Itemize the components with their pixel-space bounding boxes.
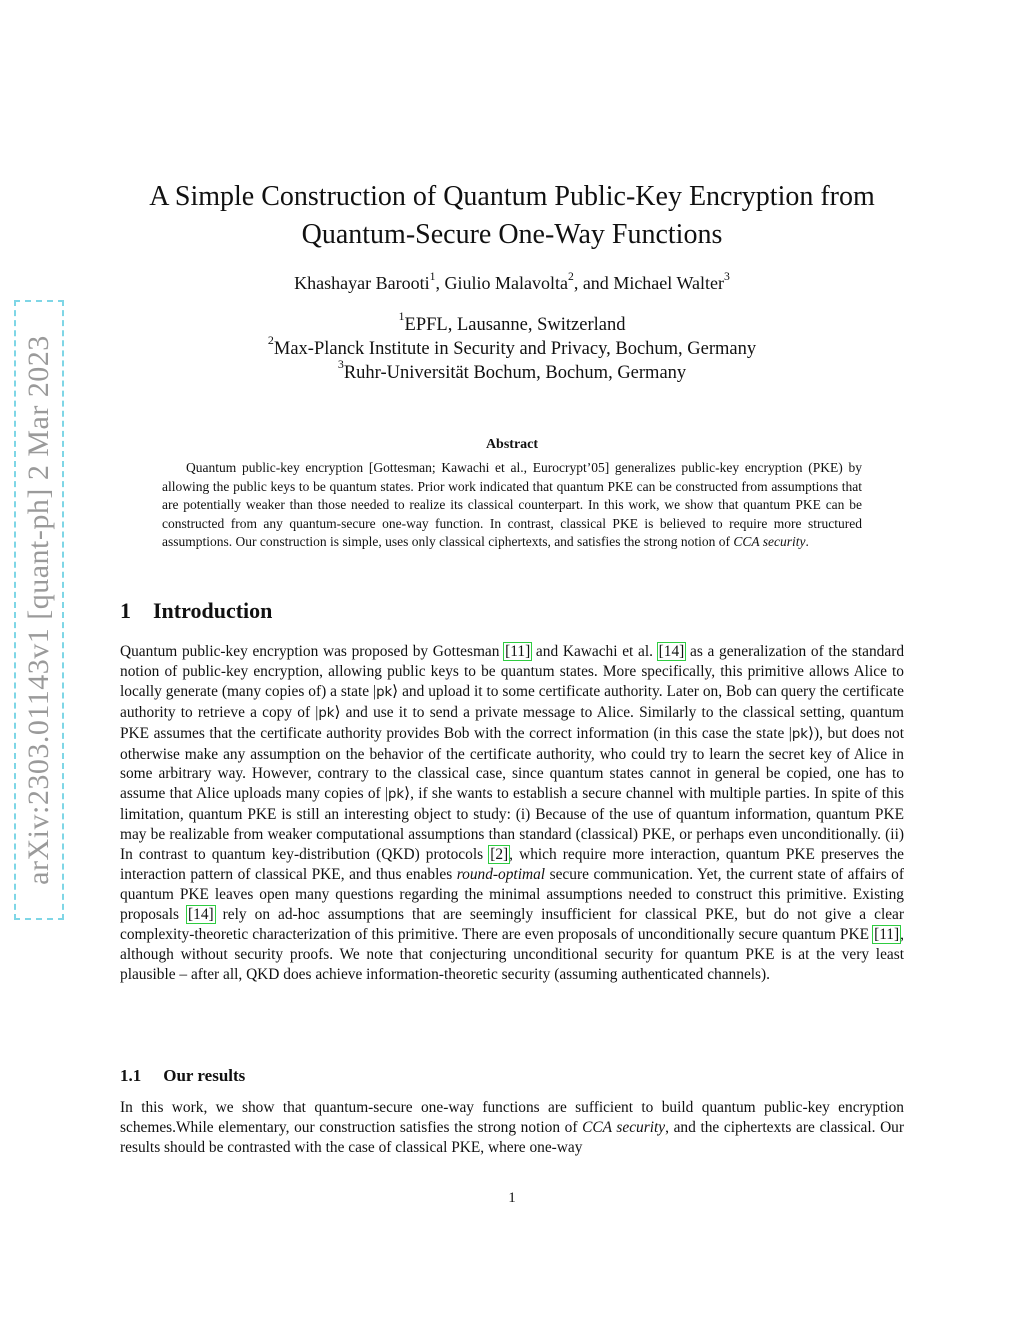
pk-symbol: pk [388, 787, 405, 803]
affiliation-3: $^3$Ruhr-Universität Bochum, Bochum, Germany [337, 357, 687, 383]
author-1-affil: 1 [429, 269, 436, 283]
citation-link[interactable]: [11] [874, 925, 900, 943]
subsection-number: 1.1 [120, 1066, 142, 1085]
affiliation-2: $^2$Max-Planck Institute in Security and Privacy, Bochum, Germany [267, 333, 757, 359]
emphasis: round-optimal [456, 865, 546, 883]
title-line-1: A Simple Construction of Quantum Public-Key Encryption from [149, 181, 875, 212]
author-3: Michael Walter [613, 273, 724, 293]
affiliation-1: $^1$EPFL, Lausanne, Switzerland [398, 309, 626, 335]
citation-link[interactable]: [2] [490, 846, 509, 864]
pk-symbol: pk [318, 705, 335, 721]
author-list [120, 269, 904, 294]
author-2: Giulio Malavolta [444, 273, 568, 293]
section-title: Introduction [153, 598, 273, 623]
title-line-2: Quantum-Secure One-Way Functions [301, 219, 723, 250]
subsection-title: Our results [163, 1066, 246, 1085]
subsection-heading-our-results [120, 1066, 245, 1086]
emphasis: CCA security [733, 534, 806, 549]
author-1: Khashayar Barooti [294, 273, 430, 293]
emphasis: CCA security [582, 1118, 666, 1136]
author-separator: , and [573, 273, 614, 293]
pk-symbol: pk [791, 726, 808, 742]
section-heading-introduction [120, 598, 272, 624]
affiliations [120, 309, 904, 385]
page-number: 1 [508, 1190, 516, 1206]
citation-link[interactable]: [14] [658, 643, 685, 660]
author-3-affil: 3 [723, 269, 730, 283]
author-2-affil: 2 [567, 269, 574, 283]
abstract-text: Quantum public-key encryption [Gottesman; Kawachi et al., Eurocrypt’05] generalizes public-key encryption (PKE) by allowing the public keys to be quantum states. Prior work indicated that quantum PKE can be constructed from assumptions that are potentially weaker than those needed to realize its classical counterpart. In this work, we show that quantum PKE can be constructed from any quantum-secure one-way function. In contrast, classical PKE is believed to require more structured assumptions. Our construction is simple, uses only classical ciphertexts, and satisfies the strong notion of CCA security. [162, 460, 862, 549]
citation-link[interactable]: [11] [505, 643, 531, 660]
author-separator: , [435, 273, 445, 293]
section-number: 1 [120, 598, 131, 623]
arxiv-stamp[interactable] [14, 300, 64, 920]
citation-link[interactable]: [14] [188, 905, 214, 923]
our-results-paragraph: In this work, we show that quantum-secure one-way functions are sufficient to build quantum public-key encryption schemes.While elementary, our construction satisfies the strong notion of CCA security, and the ciphertexts are classical. Our results should be contrasted with the case of classical PKE, where one-way [120, 1099, 905, 1156]
arxiv-identifier[interactable]: arXiv:2303.01143v1 [quant-ph] 2 Mar 2023 [22, 335, 55, 885]
abstract-heading: Abstract [485, 437, 539, 452]
pk-symbol: pk [376, 684, 393, 700]
introduction-paragraph: Quantum public-key encryption was proposed by Gottesman [11] and Kawachi et al. [14] as a generalization of the standard notion of public-key encryption, allowing public keys to be quantum states. More specifically, this primitive allows Alice to locally generate (many copies of) a state |pk⟩ and upload it to some certificate authority. Later on, Bob can query the certificate authority to retrieve a copy of |pk⟩ and use it to send a private message to Alice. Similarly to the classical setting, quantum PKE assumes that the certificate authority provides Bob with the correct information (in this case the state |pk⟩), but does not otherwise make any assumption on the behavior of the certificate authority, who could try to learn the secret key of Alice in some arbitrary way. However, contrary to the classical case, since quantum states cannot in general be copied, one has to assume that Alice uploads many copies of |pk⟩, if she wants to establish a secure channel with multiple parties. In spite of this limitation, quantum PKE is still an interesting object to study: (i) Because of the use of quantum information, quantum PKE may be realizable from weaker computational assumptions than standard (classical) PKE, or perhaps even unconditionally. (ii) In contrast to quantum key-distribution (QKD) protocols [2], which require more interaction, quantum PKE preserves the interaction pattern of classical PKE, and thus enables round-optimal secure communication. Yet, the current state of affairs of quantum PKE leaves open many questions regarding the minimal assumptions needed to construct this primitive. Existing proposals [14] rely on ad-hoc assumptions that are seemingly insufficient for classical PKE, but do not give a clear complexity-theoretic characterization of this primitive. There are even proposals of unconditionally secure quantum PKE [11], although without security proofs. We note that conjecturing unconditional security for quantum PKE is at the very least plausible – after all, QKD does achieve information-theoretic security (assuming authenticated channels). [120, 643, 905, 983]
paper-title [120, 178, 904, 254]
